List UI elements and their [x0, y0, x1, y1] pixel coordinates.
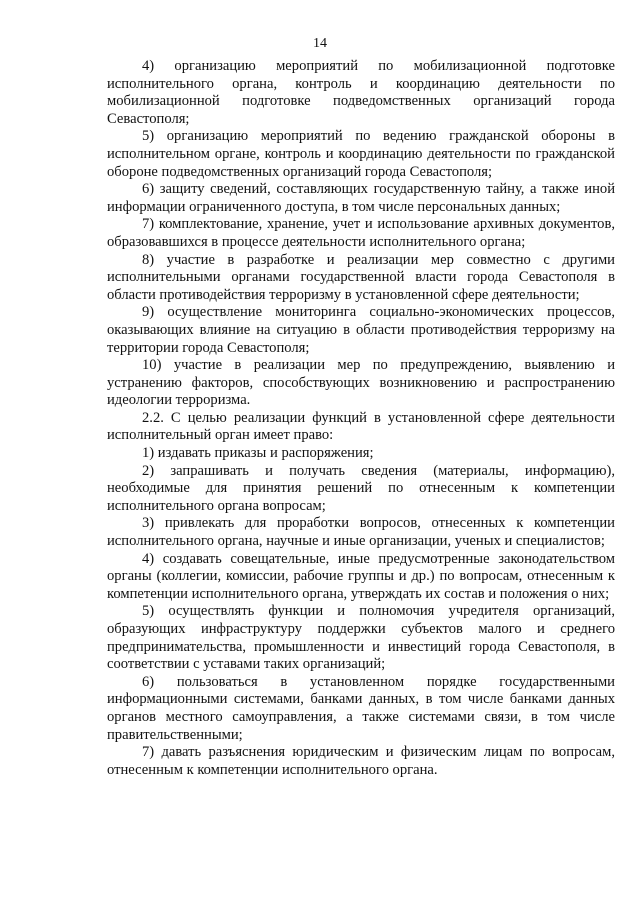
right-item-7: 7) давать разъяснения юридическим и физическим лицам по вопросам, отнесенным к компетенции исполнительного органа.: [107, 744, 615, 778]
paragraph-item-9: 9) осуществление мониторинга социально-экономических процессов, оказывающих влияние на ситуацию в области противодействия терроризму на территории города Севастополя;: [107, 304, 615, 356]
right-item-4: 4) создавать совещательные, иные предусмотренные законодательством органы (коллегии, комиссии, рабочие группы и др.) по вопросам, отнесенным к компетенции исполнительного органа, утверждать их состав и положения о них;: [107, 550, 615, 602]
right-item-5: 5) осуществлять функции и полномочия учредителя организаций, образующих инфраструктуру поддержки субъектов малого и среднего предпринимательства, промышленности и инвестиций города Севастополя, в соответствии с уставами таких организаций;: [107, 603, 615, 673]
document-body: [107, 58, 615, 779]
section-2-2-intro: 2.2. С целью реализации функций в установленной сфере деятельности исполнительный орган имеет право:: [107, 409, 615, 444]
right-item-3: 3) привлекать для проработки вопросов, отнесенных к компетенции исполнительного органа, научные и иные организации, ученых и специалистов;: [107, 515, 615, 550]
paragraph-item-10: 10) участие в реализации мер по предупреждению, выявлению и устранению факторов, способствующих возникновению и распространению идеологии терроризма.: [107, 357, 615, 409]
paragraph-item-8: 8) участие в разработке и реализации мер совместно с другими исполнительными органами государственной власти города Севастополя в области противодействия терроризму в установленной сфере деятельности;: [107, 251, 615, 303]
paragraph-item-4: 4) организацию мероприятий по мобилизационной подготовке исполнительного органа, контроль и координацию деятельности по мобилизационной подготовке подведомственных организаций города Севастополя;: [107, 58, 615, 127]
paragraph-item-7: 7) комплектование, хранение, учет и использование архивных документов, образовавшихся в процессе деятельности исполнительного органа;: [107, 216, 615, 250]
page-number: 14: [313, 36, 327, 51]
right-item-1: 1) издавать приказы и распоряжения;: [142, 445, 374, 462]
paragraph-item-5: 5) организацию мероприятий по ведению гражданской обороны в исполнительном органе, контроль и координацию деятельности по гражданской обороне подведомственных организаций города Севастополя;: [107, 128, 615, 180]
right-item-2: 2) запрашивать и получать сведения (материалы, информацию), необходимые для принятия решений по отнесенным к компетенции исполнительного органа вопросам;: [107, 462, 615, 514]
paragraph-item-6: 6) защиту сведений, составляющих государственную тайну, а также иной информации ограниченного доступа, в том числе персональных данных;: [107, 181, 615, 215]
right-item-6: 6) пользоваться в установленном порядке государственными информационными системами, банками данных, в том числе банками данных органов местного самоуправления, а также системами связи, в том числе правительственными;: [107, 673, 615, 743]
